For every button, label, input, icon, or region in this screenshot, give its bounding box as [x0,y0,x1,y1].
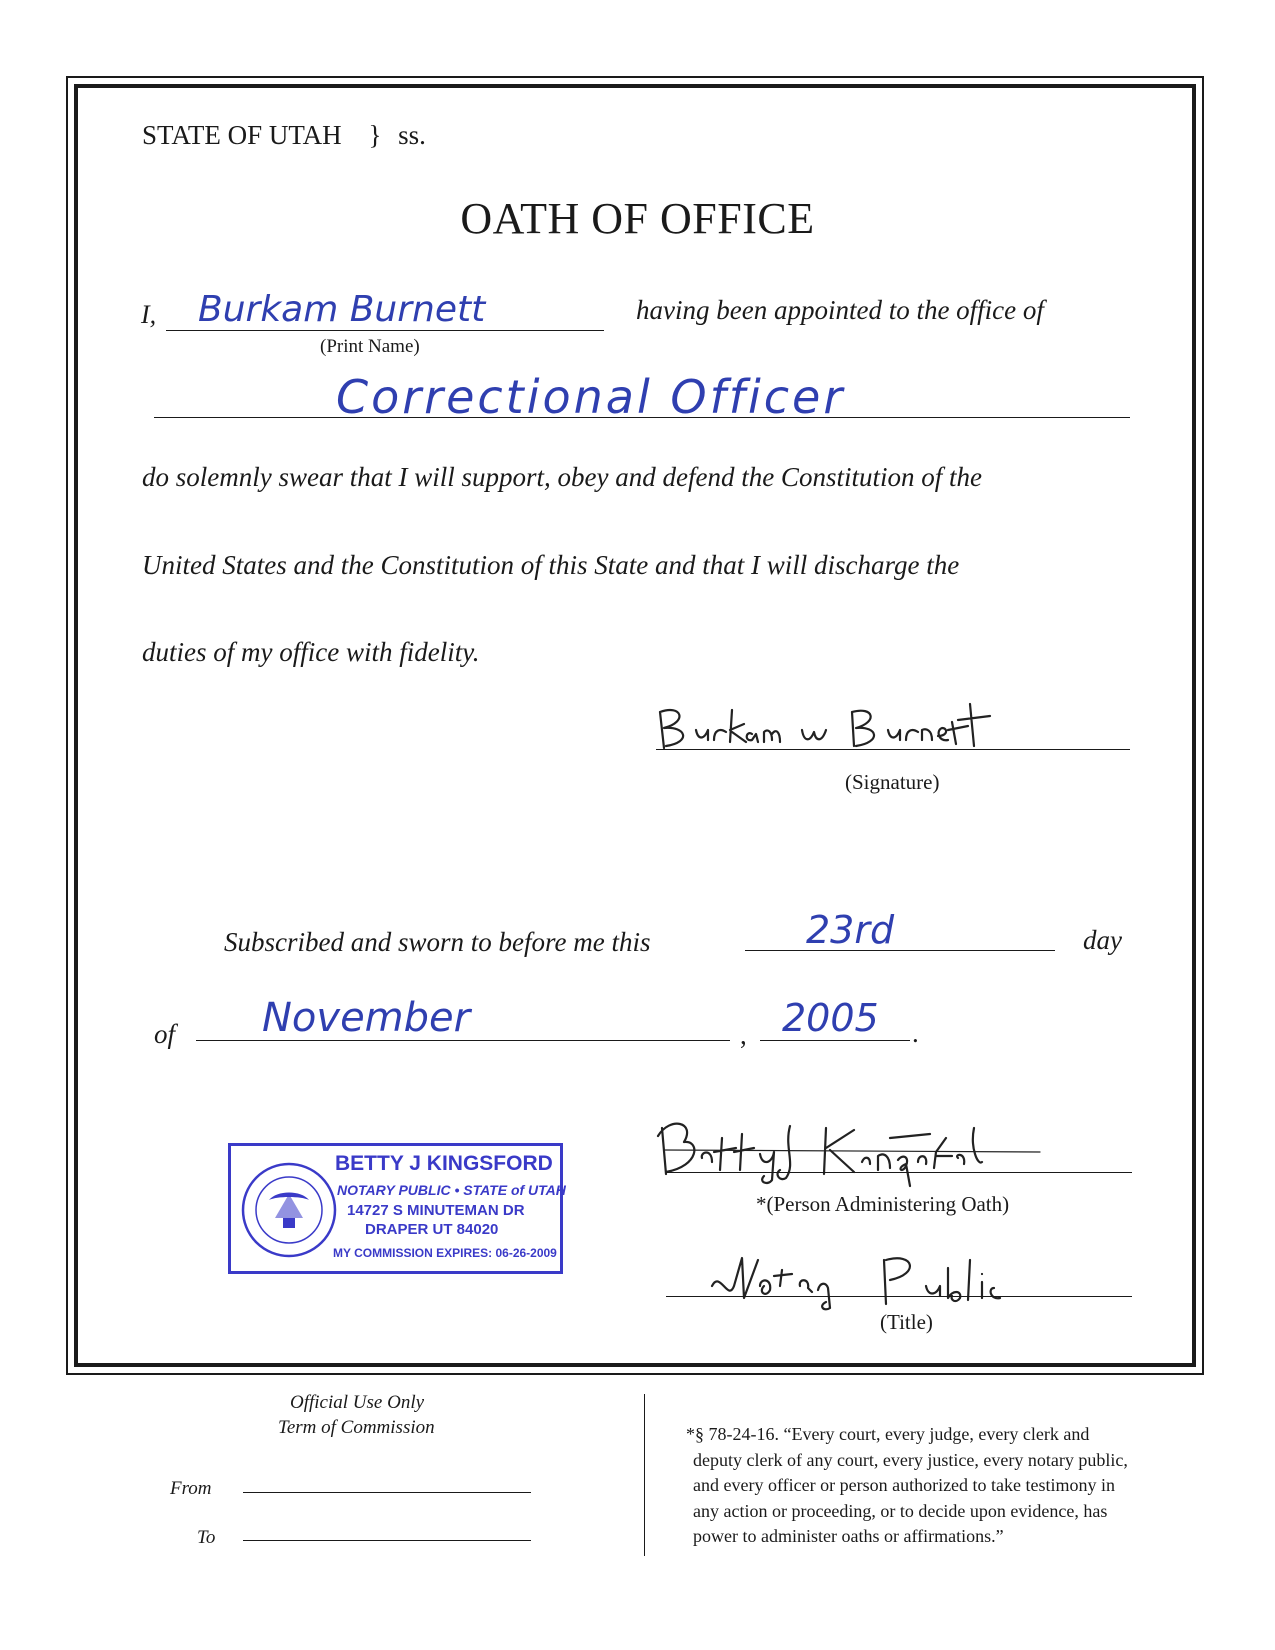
brace: } [368,120,382,150]
ss-label: ss. [398,120,426,150]
footnote-line-5: power to administer oaths or affirmations.” [693,1526,1004,1546]
year-line [760,1040,910,1041]
footnote-line-1: *§ 78-24-16. “Every court, every judge, every clerk and [686,1424,1090,1444]
print-name-caption: (Print Name) [320,336,420,357]
office-value: Correctional Officer [336,370,846,424]
vertical-divider [644,1394,645,1556]
stamp-line-1: NOTARY PUBLIC • STATE of UTAH [337,1182,566,1198]
to-label: To [197,1527,216,1548]
oath-line-3: duties of my office with fidelity. [142,637,480,667]
page-title: OATH OF OFFICE [460,194,815,243]
from-line[interactable] [243,1492,531,1493]
state-heading [142,120,426,151]
footnote-line-3: and every officer or person authorized to take testimony in [693,1475,1116,1495]
day-value: 23rd [806,908,895,952]
i-prefix: I, [141,300,157,329]
month-value: November [262,995,471,1041]
stamp-name: BETTY J KINGSFORD [335,1152,553,1175]
stamp-line-4: MY COMMISSION EXPIRES: 06-26-2009 [333,1246,557,1260]
notary-stamp [228,1143,566,1274]
stamp-line-2: 14727 S MINUTEMAN DR [347,1202,525,1219]
year-value: 2005 [782,996,879,1040]
period: . [912,1018,919,1048]
state-name: STATE OF UTAH [142,120,342,150]
official-heading-1: Official Use Only [290,1392,425,1413]
appointed-text: having been appointed to the office of [636,295,1044,325]
state-seal-icon [239,1160,339,1260]
official-heading-2: Term of Commission [278,1417,435,1438]
footnote [686,1422,1128,1550]
day-line [745,950,1055,951]
of-label: of [154,1019,176,1049]
from-label: From [170,1478,212,1499]
footnote-line-4: any action or proceeding, or to decide upon evidence, has [693,1500,1108,1521]
to-line[interactable] [243,1540,531,1541]
signature-line [656,749,1130,750]
oath-line-2: United States and the Constitution of this State and that I will discharge the [142,550,960,580]
sworn-text: Subscribed and sworn to before me this [224,927,651,957]
title-caption: (Title) [880,1310,933,1334]
signature-caption: (Signature) [845,770,940,794]
administrator-caption: *(Person Administering Oath) [756,1192,1010,1216]
footnote-line-2: deputy clerk of any court, every justice, every notary public, [693,1449,1128,1470]
oath-taker-signature [652,700,1032,760]
title-signature [700,1246,1090,1316]
comma: , [740,1020,747,1050]
title-line [666,1296,1132,1297]
day-label: day [1083,925,1122,955]
stamp-line-3: DRAPER UT 84020 [365,1221,499,1238]
administrator-line [666,1172,1132,1173]
print-name-line [166,330,604,331]
administrator-signature [640,1108,1060,1188]
print-name-value: Burkam Burnett [198,289,486,330]
oath-line-1: do solemnly swear that I will support, obey and defend the Constitution of the [142,462,982,492]
